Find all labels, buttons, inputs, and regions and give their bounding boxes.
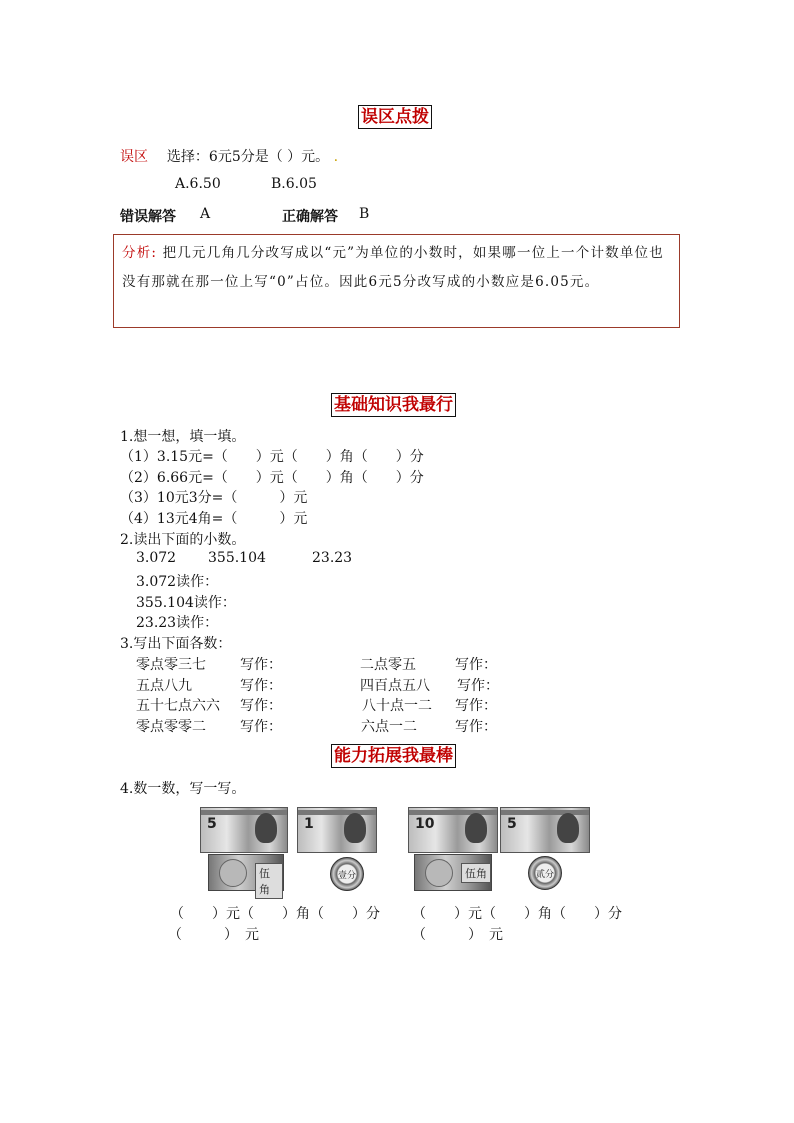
- banknote-10-yuan-image: 10: [408, 807, 498, 853]
- mistake-question-text: 选择：6元5分是（ ）元。: [166, 149, 330, 165]
- q2-read-1: 3.072读作：: [136, 574, 219, 590]
- wrong-answer-label: 错误解答: [120, 209, 176, 225]
- q1-line-4: （4）13元4角=（ ）元: [120, 511, 308, 527]
- analysis-box: [113, 234, 680, 328]
- option-a: A.6.50: [175, 176, 221, 192]
- q1-line-3: （3）10元3分=（ ）元: [120, 490, 308, 506]
- q3-left-write-1: 写作：: [240, 657, 282, 673]
- q1-line-2: （2）6.66元=（ ）元（ ）角（ ）分: [120, 470, 424, 486]
- q3-left-write-2: 写作：: [240, 678, 282, 694]
- q2-read-3: 23.23读作：: [136, 615, 219, 631]
- section-title-basics: 基础知识我最行: [331, 393, 456, 417]
- q1-title: 1.想一想，填一填。: [120, 429, 246, 445]
- q3-left-write-4: 写作：: [240, 719, 282, 735]
- q2-read-2: 355.104读作：: [136, 595, 236, 611]
- q3-left-1: 零点零三七: [136, 657, 206, 673]
- q3-left-3: 五十七点六六: [136, 698, 220, 714]
- q2-title: 2.读出下面的小数。: [120, 532, 246, 548]
- q3-right-write-3: 写作：: [455, 698, 497, 714]
- q3-right-write-2: 写作：: [457, 678, 499, 694]
- mistake-dot: .: [333, 149, 339, 165]
- mistake-question: [120, 146, 338, 166]
- analysis-label: 分析:: [122, 245, 158, 261]
- right-answer-value: B: [359, 206, 370, 222]
- q4-group1-line2: （ ） 元: [168, 927, 259, 943]
- q4-group2-line1: （ ）元（ ）角（ ）分: [412, 906, 622, 922]
- q3-right-1: 二点零五: [360, 657, 416, 673]
- q3-left-2: 五点八九: [136, 678, 192, 694]
- wrong-answer-value: A: [200, 206, 211, 222]
- q2-number-1: 3.072: [136, 550, 177, 566]
- coin-1-fen-image: 壹分: [330, 857, 364, 891]
- banknote-1-yuan-image: 1: [297, 807, 377, 853]
- q4-group2-line2: （ ） 元: [412, 927, 503, 943]
- q3-right-4: 六点一二: [361, 719, 417, 735]
- q3-right-write-1: 写作：: [455, 657, 497, 673]
- right-answer-label: 正确解答: [282, 209, 338, 225]
- q3-left-4: 零点零零二: [136, 719, 206, 735]
- banknote-5-yuan-image: 5: [200, 807, 288, 853]
- q2-number-3: 23.23: [312, 550, 353, 566]
- q4-group1-line1: （ ）元（ ）角（ ）分: [170, 906, 380, 922]
- banknote-5-yuan-image-2: 5: [500, 807, 590, 853]
- mistake-tag: 误区: [120, 149, 148, 165]
- q3-right-write-4: 写作：: [455, 719, 497, 735]
- banknote-5-jiao-image: 伍角: [208, 854, 284, 891]
- q3-right-2: 四百点五八: [360, 678, 430, 694]
- analysis-text: 把几元几角几分改写成以“元”为单位的小数时，如果哪一位上一个计数单位也没有那就在那一位上写“0”占位。因此6元5分改写成的小数应是6.05元。: [122, 245, 664, 290]
- banknote-5-jiao-image-2: 伍角: [414, 854, 492, 891]
- option-b: B.6.05: [271, 176, 317, 192]
- q4-title: 4.数一数，写一写。: [120, 781, 246, 797]
- section-title-extension: 能力拓展我最棒: [331, 744, 456, 768]
- q3-title: 3.写出下面各数：: [120, 636, 232, 652]
- q3-left-write-3: 写作：: [240, 698, 282, 714]
- q3-right-3: 八十点一二: [362, 698, 432, 714]
- coin-2-fen-image: 贰分: [528, 856, 562, 890]
- q1-line-1: （1）3.15元=（ ）元（ ）角（ ）分: [120, 449, 424, 465]
- section-title-mistakes: 误区点拨: [358, 105, 432, 129]
- q2-number-2: 355.104: [208, 550, 266, 566]
